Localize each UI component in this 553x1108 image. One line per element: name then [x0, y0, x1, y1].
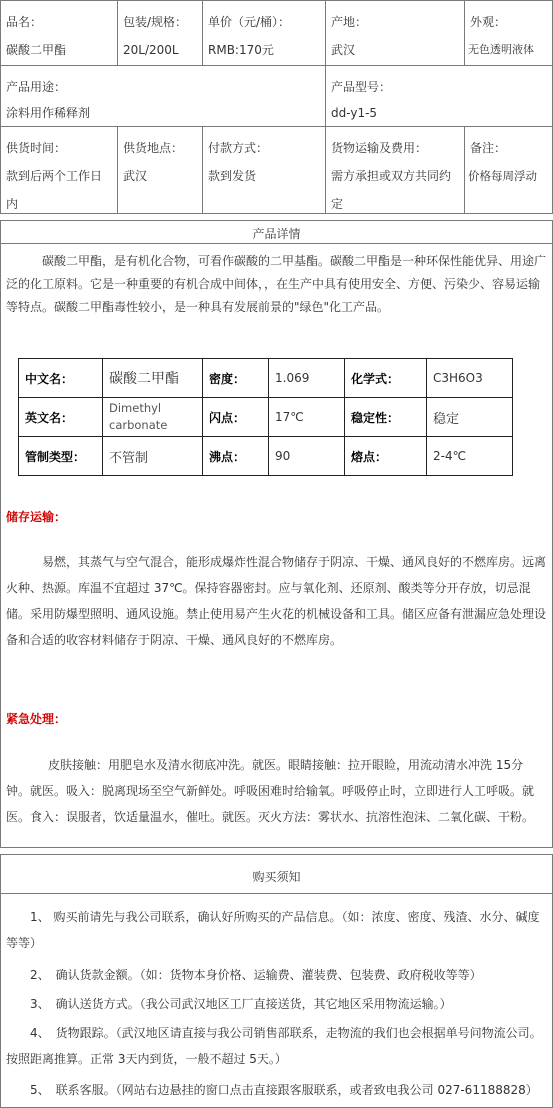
notice-item-3: 3、 确认送货方式。（我公司武汉地区工厂直接送货，其它地区采用物流运输。） — [30, 997, 452, 1011]
intro-paragraph: 碳酸二甲酯，是有机化合物，可看作碳酸的二甲基酯。碳酸二甲酯是一种环保性能优异、用途广泛的化工原料。它是一种重要的有机合成中间体，，在生产中具有使用安全、方便、污染少、容易运输等特点。碳酸二甲酯毒性较小，是一种具有发展前景的"绿色"化工产品。 — [6, 254, 547, 314]
look-label: 外观： — [470, 15, 507, 29]
emergency-heading: 紧急处理： — [6, 712, 67, 726]
control-type-key: 管制类型： — [19, 437, 103, 476]
pack-cell — [117, 0, 203, 66]
en-name-value: Dimethyl carbonate — [103, 398, 203, 437]
price-value: RMB:170元 — [208, 43, 274, 57]
supply-time-cell — [0, 126, 118, 214]
ship-cell — [325, 126, 465, 214]
detail-title: 产品详情 — [252, 227, 301, 241]
pay-cell — [202, 126, 326, 214]
table-row — [19, 398, 513, 437]
properties-table — [18, 358, 513, 476]
formula-value: C3H6O3 — [427, 359, 513, 398]
price-cell — [202, 0, 326, 66]
price-label: 单价（元/桶）： — [208, 15, 291, 29]
supply-place-value: 武汉 — [123, 169, 148, 183]
notice-item-2: 2、 确认货款金额。（如：货物本身价格、运输费、灌装费、包装费、政府税收等等） — [30, 968, 482, 982]
flash-point-value: 17℃ — [269, 398, 345, 437]
melting-point-value: 2-4℃ — [427, 437, 513, 476]
pay-label: 付款方式： — [208, 141, 269, 155]
pay-value: 款到发货 — [208, 169, 257, 183]
table-row — [19, 437, 513, 476]
name-label: 品名： — [6, 15, 43, 29]
pack-value: 20L/200L — [123, 43, 179, 57]
supply-place-label: 供货地点： — [123, 141, 184, 155]
name-cell — [0, 0, 118, 66]
origin-value: 武汉 — [331, 43, 356, 57]
supply-place-cell — [117, 126, 203, 214]
notice-header — [0, 854, 553, 894]
note-cell — [464, 126, 553, 214]
stability-key: 稳定性： — [345, 398, 427, 437]
look-value: 无色透明液体 — [468, 43, 534, 56]
note-value: 价格每周浮动 — [468, 169, 537, 183]
cn-name-value: 碳酸二甲酯 — [103, 359, 203, 398]
use-cell — [0, 65, 326, 127]
formula-key: 化学式： — [345, 359, 427, 398]
storage-heading: 储存运输： — [6, 510, 67, 524]
pack-label: 包装/规格： — [123, 15, 188, 29]
cn-name-key: 中文名： — [19, 359, 103, 398]
note-label: 备注： — [470, 141, 507, 155]
table-row — [19, 359, 513, 398]
notice-item-5: 5、 联系客服。（网站右边悬挂的窗口点击直接跟客服联系，或者致电我公司 027-61188828） — [30, 1083, 538, 1097]
boiling-point-key: 沸点： — [203, 437, 269, 476]
melting-point-key: 熔点： — [345, 437, 427, 476]
supply-time-value: 款到后两个工作日内 — [6, 169, 103, 211]
model-cell — [325, 65, 553, 127]
ship-value: 需方承担或双方共同约定 — [331, 169, 452, 211]
name-value: 碳酸二甲酯 — [6, 43, 67, 57]
use-value: 涂料用作稀释剂 — [6, 106, 91, 120]
ship-label: 货物运输及费用： — [331, 141, 428, 155]
use-label: 产品用途： — [6, 80, 67, 94]
flash-point-key: 闪点： — [203, 398, 269, 437]
density-value: 1.069 — [269, 359, 345, 398]
origin-label: 产地： — [331, 15, 368, 29]
notice-item-1: 1、 购买前请先与我公司联系，确认好所购买的产品信息。（如：浓度、密度、残渣、水分、碱度等等） — [6, 910, 540, 950]
look-cell — [464, 0, 553, 66]
notice-title: 购买须知 — [252, 870, 301, 884]
stability-value: 稳定 — [427, 398, 513, 437]
detail-header — [0, 220, 553, 244]
storage-paragraph: 易燃，其蒸气与空气混合，能形成爆炸性混合物储存于阴凉、干燥、通风良好的不燃库房。远离火种、热源。库温不宜超过 37℃。保持容器密封。应与氧化剂、还原剂、酸类等分开存放，切忌混储。采用防爆型照明、通风设施。禁止使用易产生火花的机械设备和工具。储区应备有泄漏应急处理设备和合适的收容材料储存于阴凉、干燥、通风良好的不燃库房。 — [6, 555, 547, 647]
origin-cell — [325, 0, 465, 66]
control-type-value: 不管制 — [103, 437, 203, 476]
model-label: 产品型号： — [331, 80, 392, 94]
boiling-point-value: 90 — [269, 437, 345, 476]
model-value: dd-y1-5 — [331, 106, 378, 120]
density-key: 密度： — [203, 359, 269, 398]
en-name-key: 英文名： — [19, 398, 103, 437]
emergency-paragraph: 皮肤接触：用肥皂水及清水彻底冲洗。就医。眼睛接触：拉开眼睑，用流动清水冲洗 15分钟。就医。吸入：脱离现场至空气新鲜处。呼吸困难时给输氧。呼吸停止时，立即进行人工呼吸。就医。食入：误服者，饮适量温水，催吐。就医。灭火方法：雾状水、抗溶性泡沫、二氧化碳、干粉。 — [6, 758, 535, 824]
notice-item-4: 4、 货物跟踪。（武汉地区请直接与我公司销售部联系，走物流的我们也会根据单号问物流公司。按照距离推算。正常 3天内到货，一般不超过 5天。） — [6, 1026, 542, 1066]
supply-time-label: 供货时间： — [6, 141, 67, 155]
